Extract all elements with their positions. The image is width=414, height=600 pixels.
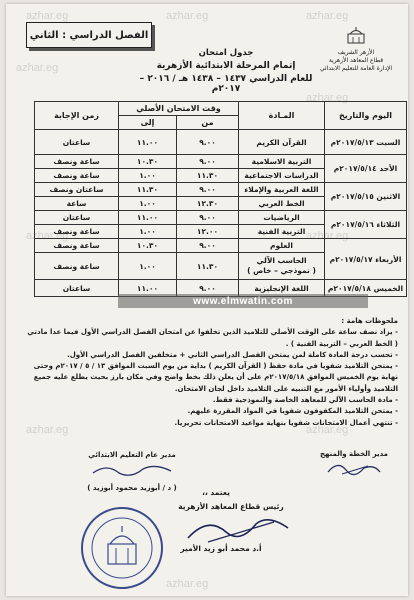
notes-heading: ملحوظات هامة :	[341, 317, 398, 325]
subject-cell: القرآن الكريم	[239, 130, 325, 155]
table-row	[35, 155, 407, 169]
duration-cell: ساعتان ونصف	[35, 183, 119, 197]
from-cell: ٩.٠٠	[177, 280, 239, 297]
header-from: من	[177, 116, 239, 130]
exam-schedule-table	[34, 101, 407, 297]
to-cell: ١١.٠٠	[119, 280, 177, 297]
to-cell: ١.٠٠	[119, 197, 177, 211]
subject-cell: العلوم	[239, 239, 325, 253]
table-row	[35, 183, 407, 197]
note-line: - يمتحن التلاميذ شفويا في مادة حفظ ( القرآن الكريم ) بداية من يوم السبت الموافق ١٣ / ٥ / ٢٠١٧م وحتى	[33, 362, 398, 371]
watermark-text: azhar.eg	[16, 62, 59, 74]
header-day-date: اليوم والتاريخ	[325, 102, 407, 130]
handwritten-signature-icon	[87, 461, 177, 479]
table-row	[35, 130, 407, 155]
to-cell: ١١.٠٠	[119, 130, 177, 155]
note-line: - يزاد نصف ساعة على الوقت الأصلي للتلاميذ الذين تخلفوا عن امتحان الفصل الدراسي الأول فيما عدا مادتي	[27, 328, 398, 337]
official-seal-icon	[78, 504, 166, 592]
header-to: إلى	[119, 116, 177, 130]
watermark-text: azhar.eg	[26, 424, 69, 436]
note-line: - تنتهي أعمال الامتحانات شفويا بنهاية مواعيد الامتحانات تحريريا.	[174, 418, 398, 427]
duration-cell: ساعة ونصف	[35, 225, 119, 239]
subject-cell: التربية الاسلامية	[239, 155, 325, 169]
day-cell: الخميس ٢٠١٧/٥/١٨م	[325, 280, 407, 297]
watermark-text: azhar.eg	[166, 578, 209, 590]
to-cell: ١.٠٠	[119, 225, 177, 239]
subject-cell: اللغة الإنجليزية	[239, 280, 325, 297]
primary-manager-title: مدير عام التعليم الابتدائي	[88, 451, 176, 459]
table-header-row	[35, 102, 407, 116]
primary-manager-signature-block	[72, 450, 192, 494]
watermark-text: azhar.eg	[306, 10, 349, 22]
to-cell: ١.٠٠	[119, 169, 177, 183]
watermark-text: azhar.eg	[26, 10, 69, 22]
duration-cell: ساعة ونصف	[35, 155, 119, 169]
sector-head-title: رئيس قطاع المعاهد الأزهرية	[178, 502, 284, 511]
document-title-block	[126, 48, 326, 94]
header-duration: زمن الإجابة	[35, 102, 119, 130]
sector-head-name: أ.د محمد أبو زيد الأمير	[180, 544, 262, 553]
handwritten-signature-icon	[324, 458, 384, 480]
duration-cell: ساعة ونصف	[35, 239, 119, 253]
subject-cell: اللغة العربية والإملاء	[239, 183, 325, 197]
org-line-1: الأزهر الشريف	[337, 49, 375, 56]
notes-section	[14, 316, 398, 429]
day-cell: الاثنين ٢٠١٧/٥/١٥م	[325, 183, 407, 211]
from-cell: ٩.٠٠	[177, 130, 239, 155]
subject-cell: الخط العربي	[239, 197, 325, 211]
day-cell: الأربعاء ٢٠١٧/٥/١٧م	[325, 239, 407, 280]
from-cell: ١٢.٣٠	[177, 197, 239, 211]
watermark-text: azhar.eg	[166, 10, 209, 22]
duration-cell: ساعتان	[35, 280, 119, 297]
subject-cell: الرياضيات	[239, 211, 325, 225]
watermark-text: azhar.eg	[26, 230, 69, 242]
from-cell: ٩.٠٠	[177, 239, 239, 253]
to-cell: ١١.٠٠	[119, 211, 177, 225]
plan-manager-title: مدير الخطة والمنهج	[320, 450, 388, 458]
note-line: - تحسب درجة المادة كاملة لمن يمتحن الفصل الدراسي الثاني + متخلفين الفصل الدراسي الأول.	[67, 350, 398, 359]
term-label: الفصل الدراسي : الثاني	[26, 22, 152, 48]
note-line: نهاية يوم الخميس الموافق ٢٠١٧/٥/١٨م على أن يعلن ذلك بخط واضح وفي مكان بارز بحيث يطلع عليه جميع	[33, 373, 398, 382]
duration-cell: ساعة ونصف	[35, 169, 119, 183]
day-cell: الثلاثاء ٢٠١٧/٥/١٦م	[325, 211, 407, 239]
watermark-text: azhar.eg	[306, 230, 349, 242]
header-original-time: وقت الامتحان الأصلي	[119, 102, 239, 116]
site-watermark: www.elmwatin.com	[118, 294, 368, 308]
from-cell: ٩.٠٠	[177, 183, 239, 197]
from-cell: ١١.٣٠	[177, 253, 239, 280]
day-cell: الأحد ٢٠١٧/٥/١٤م	[325, 155, 407, 183]
table-row	[35, 211, 407, 225]
duration-cell: ساعتان	[35, 211, 119, 225]
duration-cell: ساعة	[35, 197, 119, 211]
from-cell: ٩.٠٠	[177, 211, 239, 225]
subject-cell: الحاسب الآلي ( نموذجي – خاص )	[239, 253, 325, 280]
azhar-logo-icon	[345, 26, 367, 44]
handwritten-signature-icon	[178, 514, 298, 548]
from-cell: ١١.٣٠	[177, 169, 239, 183]
primary-manager-name: ( د / أبوزيد محمود أبوزيد )	[87, 484, 177, 492]
note-line: التلاميذ وأولياء الأمور مع التنبيه على التلاميذ داخل لجان الامتحان.	[174, 384, 398, 393]
to-cell: ١٠.٣٠	[119, 239, 177, 253]
note-line: ( الخط العربي – التربية الفنية ) .	[285, 339, 398, 348]
from-cell: ١٢.٠٠	[177, 225, 239, 239]
watermark-text: azhar.eg	[306, 424, 349, 436]
from-cell: ٩.٠٠	[177, 155, 239, 169]
org-line-2: قطاع المعاهد الأزهرية	[328, 57, 384, 64]
to-cell: ١١.٣٠	[119, 183, 177, 197]
subject-cell: التربية الفنية	[239, 225, 325, 239]
table-row	[35, 239, 407, 253]
title-line-3: للعام الدراسي ١٤٣٧ – ١٤٣٨ هـ / ٢٠١٦ – ٢٠١٧م	[139, 74, 313, 94]
title-line-1: جدول امتحان	[198, 48, 254, 58]
header-subject: المـادة	[239, 102, 325, 130]
watermark-text: azhar.eg	[306, 92, 349, 104]
subject-cell: الدراسات الاجتماعية	[239, 169, 325, 183]
org-line-3: الإدارة العامة للتعليم الابتدائي	[319, 65, 393, 72]
note-line: - يمتحن التلاميذ المكفوفون شفويا في المواد المقررة عليهم.	[187, 407, 398, 416]
title-line-2: إتمام المرحلة الابتدائية الأزهرية	[156, 61, 296, 71]
duration-cell: ساعتان	[35, 130, 119, 155]
duration-cell: ساعة ونصف	[35, 253, 119, 280]
day-cell: السبت ٢٠١٧/٥/١٣م	[325, 130, 407, 155]
to-cell: ١.٠٠	[119, 253, 177, 280]
note-line: - مادة الحاسب الآلي للمعاهد الخاصة والنموذجية فقط.	[212, 396, 398, 405]
approval-label: يعتمد ،،	[202, 488, 230, 497]
document-page	[6, 4, 408, 596]
to-cell: ١٠.٣٠	[119, 155, 177, 169]
plan-manager-signature-block	[314, 450, 394, 482]
